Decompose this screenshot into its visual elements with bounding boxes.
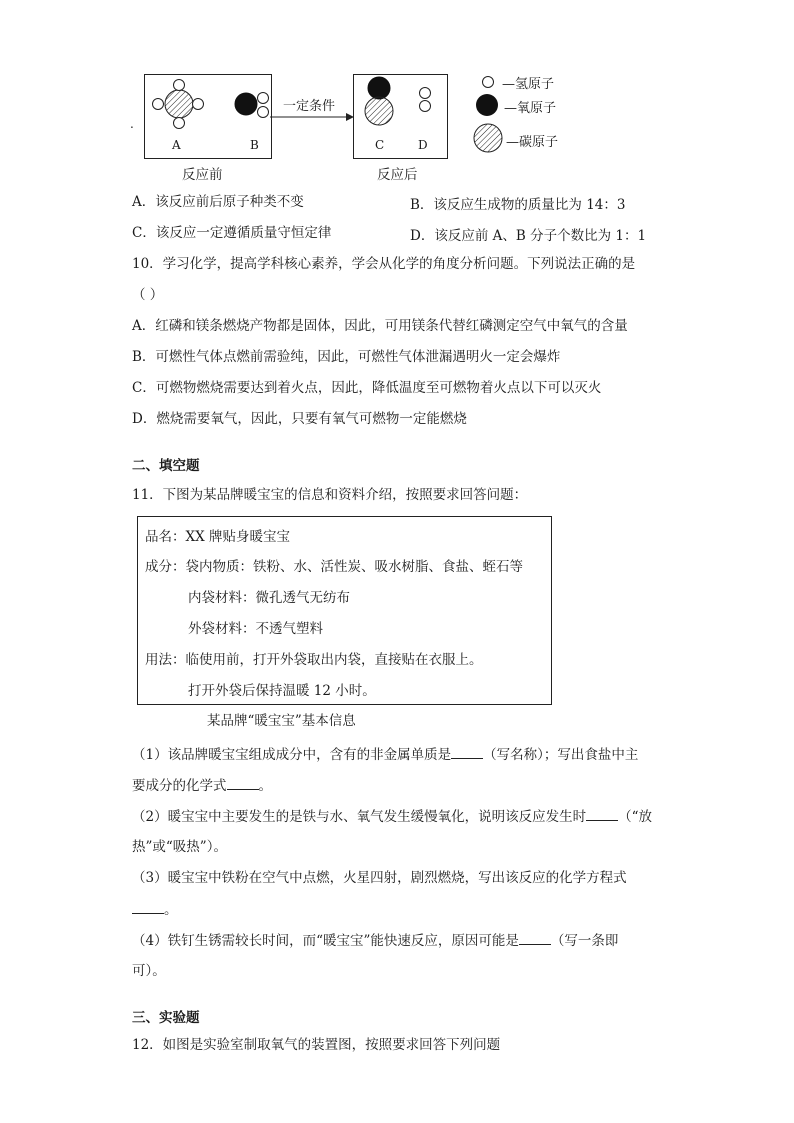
info-name: 品名：XX 牌贴身暖宝宝 bbox=[145, 529, 291, 545]
q11-p2a: （2）暖宝宝中主要发生的是铁与水、氧气发生缓慢氧化，说明该反应发生时 bbox=[132, 809, 587, 825]
q11-p1d: 。 bbox=[258, 778, 272, 794]
label-d: D bbox=[418, 138, 428, 152]
answer-blank[interactable] bbox=[227, 776, 259, 790]
q9-option-b: B．该反应生成物的质量比为 14：3 bbox=[410, 197, 626, 213]
after-box bbox=[353, 74, 448, 159]
q11-p4b: （写一条即 bbox=[550, 933, 619, 949]
q10-option-c: C．可燃物燃烧需要达到着火点，因此，降低温度至可燃物着火点以下可以灭火 bbox=[132, 380, 602, 396]
q11-part2-line2: 热”或“吸热”）。 bbox=[132, 839, 227, 855]
legend-carbon-label: —碳原子 bbox=[506, 135, 559, 150]
info-caption: 某品牌“暖宝宝”基本信息 bbox=[207, 713, 356, 729]
info-keep-warm: 打开外袋后保持温暖 12 小时。 bbox=[188, 683, 376, 699]
section-experiment-heading: 三、实验题 bbox=[132, 1010, 200, 1026]
hydrogen-atom-icon bbox=[258, 93, 269, 104]
answer-blank[interactable] bbox=[586, 807, 618, 821]
hydrogen-atom-icon bbox=[174, 80, 185, 91]
q11-p1a: （1）该品牌暖宝宝组成成分中，含有的非金属单质是 bbox=[132, 747, 452, 763]
caption-before: 反应前 bbox=[182, 167, 223, 183]
hydrogen-atom-icon bbox=[153, 99, 164, 110]
answer-blank[interactable] bbox=[451, 745, 483, 759]
q11-p3b: 。 bbox=[164, 902, 178, 918]
info-usage: 用法：临使用前，打开外袋取出内袋，直接贴在衣服上。 bbox=[145, 652, 483, 668]
info-ingredients: 成分：袋内物质：铁粉、水、活性炭、吸水树脂、食盐、蛭石等 bbox=[145, 559, 523, 575]
hydrogen-atom-icon bbox=[174, 118, 185, 129]
q11-p1c: 要成分的化学式 bbox=[132, 778, 227, 794]
legend-hydrogen-icon bbox=[481, 75, 495, 89]
q11-part2-line1 bbox=[132, 807, 652, 826]
caption-after: 反应后 bbox=[377, 167, 418, 183]
carbon-atom-c-icon bbox=[365, 97, 393, 125]
hydrogen-atom-icon bbox=[258, 107, 269, 118]
label-b: B bbox=[250, 138, 259, 152]
label-a: A bbox=[172, 138, 181, 152]
q9-option-d: D．该反应前 A、B 分子个数比为 1：1 bbox=[410, 228, 647, 244]
label-c: C bbox=[375, 138, 385, 152]
answer-blank[interactable] bbox=[519, 931, 551, 945]
q11-part4-line1 bbox=[132, 931, 618, 950]
hydrogen-atom-icon bbox=[193, 99, 204, 110]
q10-option-d: D．燃烧需要氧气，因此，只要有氧气可燃物一定能燃烧 bbox=[132, 411, 467, 427]
q11-stem: 11．下图为某品牌暖宝宝的信息和资料介绍，按照要求回答问题： bbox=[132, 487, 528, 503]
q10-stem: 10．学习化学，提高学科核心素养，学会从化学的角度分析问题。下列说法正确的是 bbox=[132, 256, 636, 272]
carbon-atom-a-icon bbox=[165, 90, 193, 118]
diagram-dot: . bbox=[130, 117, 134, 131]
hydrogen-atom-icon bbox=[420, 101, 431, 112]
hydrogen-atom-icon bbox=[420, 88, 431, 99]
info-box bbox=[137, 516, 552, 705]
legend-hydrogen-label: —氢原子 bbox=[502, 77, 555, 92]
legend-oxygen-label: —氧原子 bbox=[504, 101, 557, 116]
q11-part3-line1: （3）暖宝宝中铁粉在空气中点燃，火星四射，剧烈燃烧，写出该反应的化学方程式 bbox=[132, 870, 627, 886]
q11-part4-line2: 可）。 bbox=[132, 963, 166, 979]
legend-oxygen-icon bbox=[474, 92, 500, 118]
q11-p2b: （“放 bbox=[618, 809, 652, 825]
legend-carbon-icon bbox=[472, 122, 504, 154]
q11-p1b: （写名称）；写出食盐中主 bbox=[483, 747, 639, 763]
info-inner-material: 内袋材料：微孔透气无纺布 bbox=[188, 590, 350, 606]
q12-stem: 12．如图是实验室制取氧气的装置图，按照要求回答下列问题 bbox=[132, 1037, 501, 1053]
q11-p4a: （4）铁钉生锈需较长时间，而“暖宝宝”能快速反应，原因可能是 bbox=[132, 933, 519, 949]
q9-option-c: C．该反应一定遵循质量守恒定律 bbox=[132, 225, 332, 241]
section-fill-in-heading: 二、填空题 bbox=[132, 458, 200, 474]
q10-option-b: B．可燃性气体点燃前需验纯，因此，可燃性气体泄漏遇明火一定会爆炸 bbox=[132, 349, 561, 365]
molecule-cd-icon bbox=[354, 75, 447, 158]
oxygen-atom-b-icon bbox=[235, 93, 257, 115]
q10-option-a: A．红磷和镁条燃烧产物都是固体，因此，可用镁条代替红磷测定空气中氧气的含量 bbox=[132, 318, 628, 334]
arrow-label: 一定条件 bbox=[283, 99, 336, 114]
info-outer-material: 外袋材料：不透气塑料 bbox=[188, 621, 323, 637]
oxygen-atom-c-icon bbox=[368, 77, 390, 99]
q11-part3-line2 bbox=[132, 900, 178, 919]
q9-option-a: A．该反应前后原子种类不变 bbox=[132, 194, 304, 210]
q11-part1-line1 bbox=[132, 745, 638, 764]
before-box bbox=[144, 74, 272, 159]
q10-bracket: （ ） bbox=[132, 287, 164, 303]
arrow-icon bbox=[270, 111, 354, 123]
q11-part1-line2 bbox=[132, 776, 272, 795]
answer-blank[interactable] bbox=[132, 900, 164, 914]
